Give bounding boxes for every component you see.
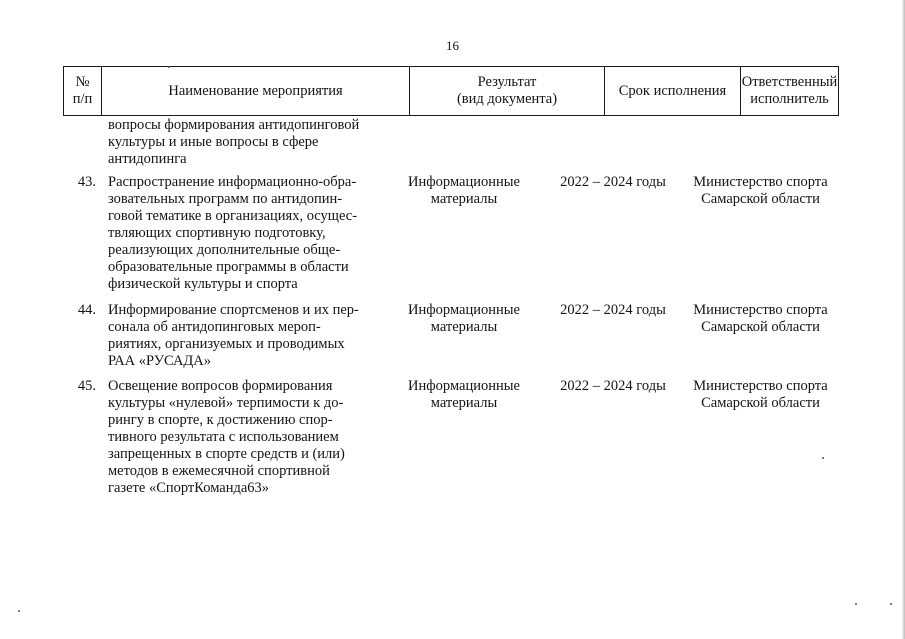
- scan-speck: [168, 66, 170, 68]
- header-event-name-text: Наименование мероприятия: [168, 82, 343, 99]
- row-event-name: Освещение вопросов формирования культуры «нулевой» терпимости к до- pингу в спорте, к достижению спор- тивного результата с использованием запрещенных в спорте средств и (или) методов в ежемесячной спортивной газете «СпортКоманда63»: [108, 378, 345, 496]
- row-executor: Министерство спорта Самарской области: [693, 174, 828, 207]
- row-executor: Министерство спорта Самарской области: [693, 378, 828, 411]
- header-number: [64, 67, 102, 115]
- header-event-name: [102, 67, 410, 115]
- continuation-text: вопросы формирования антидопинговой культуры и иные вопросы в сфере антидопинга: [108, 117, 360, 167]
- header-number-text: № п/п: [72, 74, 93, 107]
- row-result: Информационные материалы: [408, 302, 520, 335]
- row-event-name: Информирование спортсменов и их пер- сонала об антидопинговых мероп- риятиях, организуемых и проводимых РАА «РУСАДА»: [108, 302, 359, 369]
- header-term: [605, 67, 741, 115]
- row-term: 2022 – 2024 годы: [560, 302, 666, 318]
- scan-speck: [855, 603, 857, 605]
- header-result: [410, 67, 605, 115]
- header-executor-text: Ответственный исполнитель: [741, 74, 838, 107]
- table-header: [63, 66, 839, 116]
- row-number: 44.: [77, 302, 96, 318]
- row-result: Информационные материалы: [408, 378, 520, 411]
- header-term-text: Срок исполнения: [618, 82, 727, 99]
- row-term: 2022 – 2024 годы: [560, 378, 666, 394]
- page-number: 16: [446, 38, 459, 53]
- row-term: 2022 – 2024 годы: [560, 174, 666, 190]
- header-result-text: Результат (вид документа): [456, 74, 558, 107]
- header-executor: [741, 67, 838, 115]
- row-number: 43.: [77, 174, 96, 190]
- scan-speck: [890, 603, 892, 605]
- scan-speck: [822, 457, 824, 459]
- row-result: Информационные материалы: [408, 174, 520, 207]
- row-event-name: Распространение информационно-обра- зовательных программ по антидопин- говой тематике в организациях, осущес- твляющих спортивную подготовку, реализующих дополнительные обще- образовательные программы в области физической культуры и спорта: [108, 174, 358, 292]
- scan-speck: [18, 610, 20, 612]
- row-executor: Министерство спорта Самарской области: [693, 302, 828, 335]
- row-number: 45.: [77, 378, 96, 394]
